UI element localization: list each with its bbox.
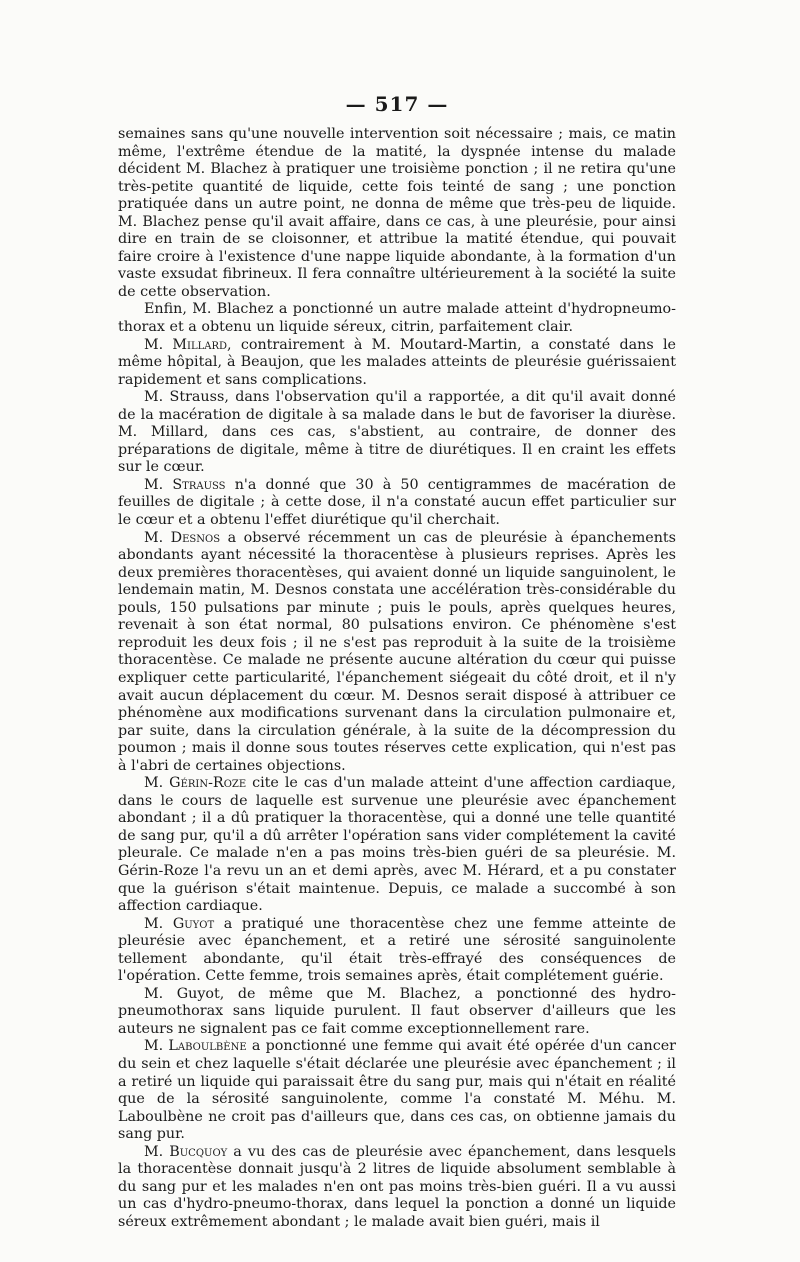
speaker-name: M. Gérin-Roze: [144, 775, 247, 792]
paragraph-text: semaines sans qu'une nouvelle intervention soit nécessaire ; mais, ce matin même, l'extrême étendue de la matité, la dyspnée intense du malade décident M. Blachez à pratiquer une troisième ponction ; il ne retira qu'une très-petite quantité de liquide, cette fois teinté de sang ; une ponction pratiquée dans un autre point, ne donna de même que très-peu de liquide. M. Blachez pense qu'il avait affaire, dans ce cas, à une pleurésie, pour ainsi dire en train de se cloisonner, et attribue la matité étendue, qui pouvait faire croire à l'existence d'une nappe liquide abondante, à la formation d'un vaste exsudat fibrineux. Il fera connaître ultérieurement à la société la suite de cette observation.: [118, 126, 676, 300]
speaker-name: M. Desnos: [144, 529, 221, 546]
paragraph-desnos: [118, 530, 676, 776]
paragraph-text: cite le cas d'un malade atteint d'une affection cardiaque, dans le cours de laquelle est survenue une pleurésie avec épanchement abondant ; il a dû pratiquer la thoracentèse, qui a donné une telle quantité de sang pur, qu'il a dû arrêter l'opération sans vider complétement la cavité pleurale. Ce malade n'en a pas moins très-bien guéri de sa pleurésie. M. Gérin-Roze l'a revu un an et demi après, avec M. Hérard, et a pu constater que la guérison s'était maintenue. Depuis, ce malade a succombé à son affection cardiaque.: [118, 775, 676, 915]
paragraph-text: M. Strauss, dans l'observation qu'il a rapportée, a dit qu'il avait donné de la macération de digitale à sa malade dans le but de favoriser la diurèse. M. Millard, dans ces cas, s'abstient, au contraire, de donner des préparations de digitale, même à titre de diurétiques. Il en craint les effets sur le cœur.: [118, 389, 676, 476]
speaker-name: M. Bucquoy: [144, 1143, 228, 1160]
paragraph-blachez-hydropneumothorax: [118, 301, 676, 336]
paragraph-laboulbene: [118, 1038, 676, 1143]
paragraph-text: M. Guyot, de même que M. Blachez, a ponctionné des hydro-pneumothorax sans liquide purulent. Il faut observer d'ailleurs que les auteurs ne signalent pas ce fait comme exceptionnellement rare.: [118, 985, 676, 1037]
paragraph-guyot: [118, 916, 676, 986]
paragraph-text: Enfin, M. Blachez a ponctionné un autre malade atteint d'hydropneumo-thorax et a obtenu un liquide séreux, citrin, parfaitement clair.: [118, 301, 676, 336]
paragraph-millard-digitale: [118, 389, 676, 477]
speaker-name: M. Millard,: [144, 336, 232, 353]
paragraph-strauss: [118, 477, 676, 530]
paragraph-guyot-hydropneumothorax: [118, 986, 676, 1039]
book-page: [118, 86, 676, 1231]
paragraph-text: a vu des cas de pleurésie avec épanchement, dans lesquels la thoracentèse donnait jusqu'à 2 litres de liquide absolument semblable à du sang pur et les malades n'en ont pas moins très-bien guéri. Il a vu aussi un cas d'hydro-pneumo-thorax, dans lequel la ponction a donné un liquide séreux extrêmement abondant ; le malade avait bien guéri, mais il: [118, 1143, 676, 1230]
paragraph-bucquoy: [118, 1144, 676, 1232]
paragraph-text: a pratiqué une thoracentèse chez une femme atteinte de pleurésie avec épanchement, et a retiré une sérosité sanguinolente tellement abondante, qu'il était très-effrayé des conséquences de l'opération. Cette femme, trois semaines après, était complétement guérie.: [118, 915, 676, 985]
paragraph-millard: [118, 337, 676, 390]
paragraph-text: a observé récemment un cas de pleurésie à épanchements abondants ayant nécessité la thoracentèse à plusieurs reprises. Après les deux premières thoracentèses, qui avaient donné un liquide sanguinolent, le lendemain matin, M. Desnos constata une accélération très-considérable du pouls, 150 pulsations par minute ; puis le pouls, après quelques heures, revenait à son état normal, 80 pulsations environ. Ce phénomène s'est reproduit les deux fois ; il ne s'est pas reproduit à la suite de la troisième thoracentèse. Ce malade ne présente aucune altération du cœur qui puisse expliquer cette particularité, l'épanchement siégeait du côté droit, et il n'y avait aucun déplacement du cœur. M. Desnos serait disposé à attribuer ce phénomène aux modifications survenant dans la circulation pulmonaire et, par suite, dans la circulation générale, à la suite de la décompression du poumon ; mais il donne sous toutes réserves cette explication, qui n'est pas à l'abri de certaines objections.: [118, 529, 677, 774]
paragraph-text: n'a donné que 30 à 50 centigrammes de macération de feuilles de digitale ; à cette dose, il n'a constaté aucun effet particulier sur le cœur et a obtenu l'effet diurétique qu'il cherchait.: [118, 476, 676, 529]
paragraph-continuation-blachez: [118, 126, 676, 301]
speaker-name: M. Guyot: [144, 915, 215, 932]
speaker-name: M. Strauss: [144, 476, 226, 493]
page-number: — 517 —: [345, 92, 449, 116]
paragraph-text: contrairement à M. Moutard-Martin, a constaté dans le même hôpital, à Beaujon, que les malades atteints de pleurésie guérissaient rapidement et sans complications.: [118, 336, 676, 388]
paragraph-text: a ponctionné une femme qui avait été opérée d'un cancer du sein et chez laquelle s'était déclarée une pleurésie avec épanchement ; il a retiré un liquide qui paraissait être du sang pur, mais qui n'était en réalité que de la sérosité sanguinolente, comme l'a constaté M. Méhu. M. Laboulbène ne croit pas d'ailleurs que, dans ces cas, on obtienne jamais du sang pur.: [118, 1038, 676, 1143]
paragraph-gerin-roze: [118, 775, 676, 915]
speaker-name: M. Laboulbène: [144, 1038, 247, 1055]
